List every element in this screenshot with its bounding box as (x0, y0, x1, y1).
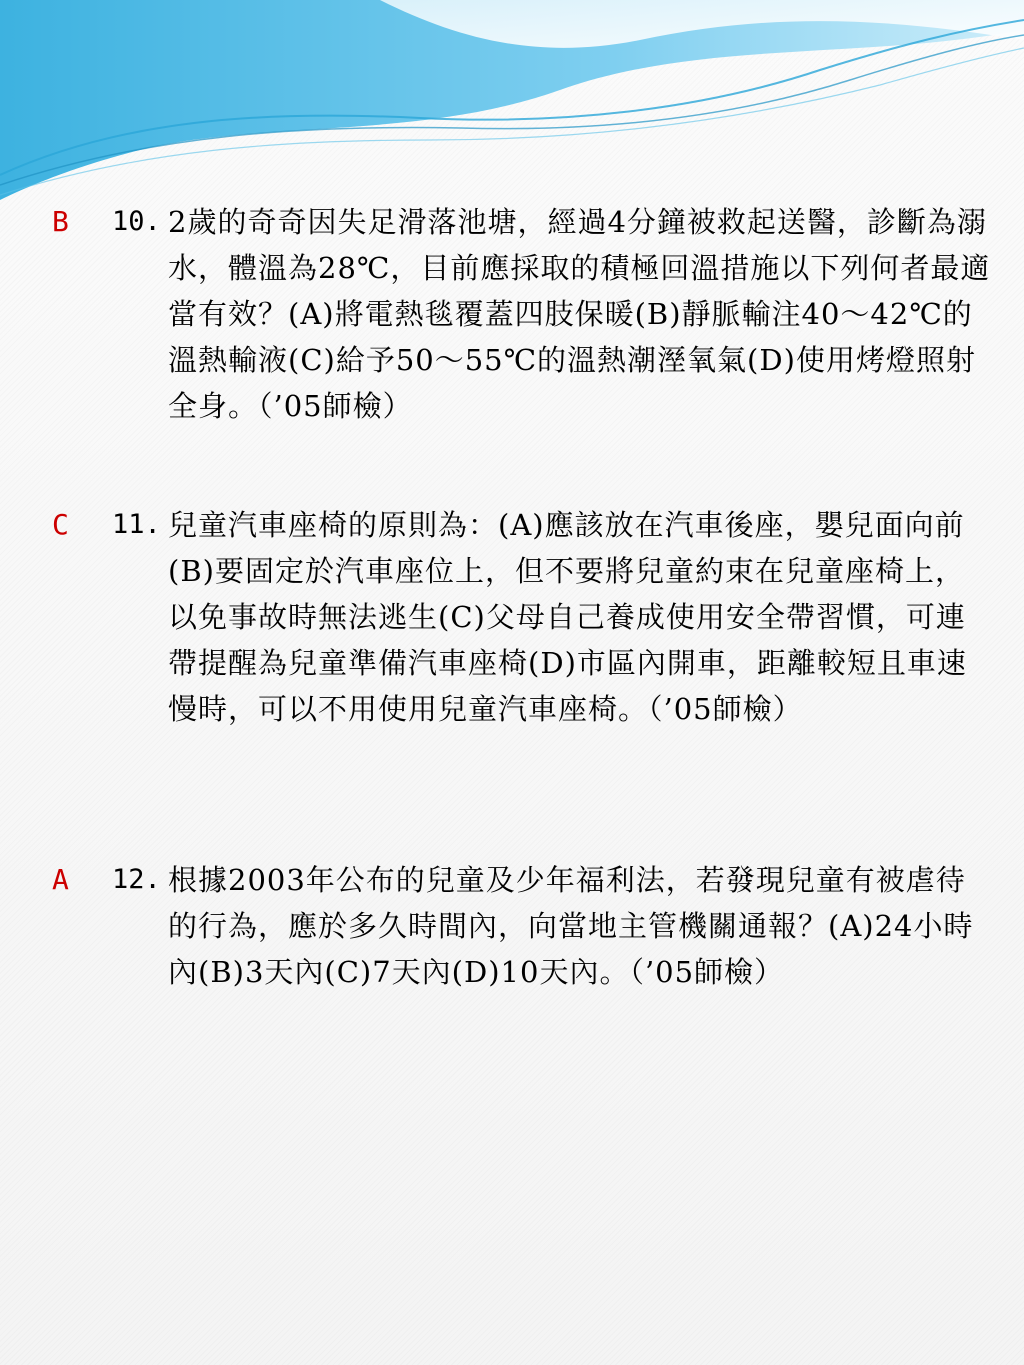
question-number: 10. (112, 206, 161, 237)
answer-key: C (52, 508, 69, 541)
question-number: 12. (112, 864, 161, 895)
header-wave-decoration (0, 0, 1024, 220)
answer-key: A (52, 863, 69, 896)
question-text: 根據2003年公布的兒童及少年福利法，若發現兒童有被虐待的行為，應於多久時間內，向當地主管機關通報？(A)24小時內(B)3天內(C)7天內(D)10天內。（’05師檢） (168, 863, 974, 989)
answer-key: B (52, 205, 69, 238)
question-text: 2歲的奇奇因失足滑落池塘，經過4分鐘被救起送醫，診斷為溺水，體溫為28℃，目前應採取的積極回溫措施以下列何者最適當有效？(A)將電熱毯覆蓋四肢保暖(B)靜脈輸注40～42℃的溫熱輸液(C)給予50～55℃的溫熱潮溼氧氣(D)使用烤燈照射全身。（’05師檢） (168, 205, 991, 423)
question-text: 兒童汽車座椅的原則為：(A)應該放在汽車後座，嬰兒面向前(B)要固定於汽車座位上，但不要將兒童約束在兒童座椅上，以免事故時無法逃生(C)父母自己養成使用安全帶習慣，可連帶提醒為兒童準備汽車座椅(D)市區內開車，距離較短且車速慢時，可以不用使用兒童汽車座椅。（’05師檢） (168, 508, 967, 726)
question-number: 11. (112, 509, 161, 540)
